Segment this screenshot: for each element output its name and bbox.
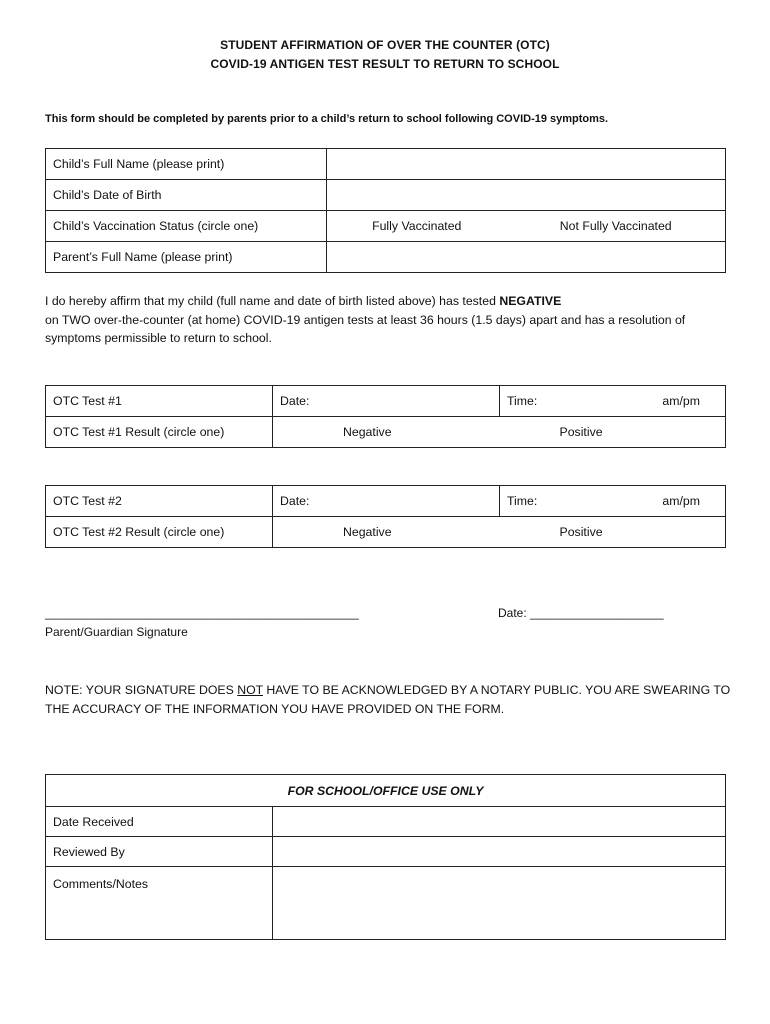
affirmation-part1: I do hereby affirm that my child (full name and date of birth listed above) has tested xyxy=(45,294,500,308)
affirmation-part2: on TWO over-the-counter (at home) COVID-19 antigen tests at least 36 hours (1.5 days) apart and has a resolution of symptoms permissible to return to school. xyxy=(45,312,686,345)
signature-line[interactable]: _______________________________________________ xyxy=(45,606,359,620)
child-info-table xyxy=(45,148,726,273)
test2-date-field[interactable] xyxy=(273,486,500,517)
test2-time-field[interactable] xyxy=(500,486,726,517)
date-received-field[interactable] xyxy=(273,807,726,837)
child-dob-field[interactable] xyxy=(327,180,726,211)
table-row xyxy=(46,486,726,517)
affirmation-text xyxy=(45,292,725,348)
not-fully-vaccinated-option[interactable]: Not Fully Vaccinated xyxy=(506,211,725,242)
note-not-underlined: NOT xyxy=(237,683,263,697)
test1-date-label: Date: xyxy=(280,394,310,408)
test1-label: OTC Test #1 xyxy=(46,386,273,417)
test1-positive-option[interactable]: Positive xyxy=(500,417,726,448)
test1-result-label: OTC Test #1 Result (circle one) xyxy=(46,417,273,448)
office-use-header: FOR SCHOOL/OFFICE USE ONLY xyxy=(46,775,726,807)
table-row xyxy=(46,149,726,180)
parent-name-field[interactable] xyxy=(327,242,726,273)
child-name-field[interactable] xyxy=(327,149,726,180)
office-use-table xyxy=(45,774,726,940)
test2-ampm: am/pm xyxy=(662,494,700,508)
table-row xyxy=(46,867,726,940)
comments-field[interactable] xyxy=(273,867,726,940)
fully-vaccinated-option[interactable]: Fully Vaccinated xyxy=(327,211,507,242)
table-row xyxy=(46,807,726,837)
vaccination-label: Child’s Vaccination Status (circle one) xyxy=(46,211,327,242)
form-title-line2: COVID-19 ANTIGEN TEST RESULT TO RETURN TO SCHOOL xyxy=(210,57,560,71)
signature-date[interactable]: Date: ____________________ xyxy=(498,606,664,620)
child-dob-label: Child’s Date of Birth xyxy=(46,180,327,211)
test1-time-label: Time: xyxy=(507,394,538,408)
test2-label: OTC Test #2 xyxy=(46,486,273,517)
table-row xyxy=(46,211,726,242)
parent-name-label: Parent’s Full Name (please print) xyxy=(46,242,327,273)
form-title-line1: STUDENT AFFIRMATION OF OVER THE COUNTER (OTC) xyxy=(220,38,550,52)
test1-date-field[interactable] xyxy=(273,386,500,417)
child-name-label: Child’s Full Name (please print) xyxy=(46,149,327,180)
table-row xyxy=(46,386,726,417)
table-row xyxy=(46,242,726,273)
test2-positive-option[interactable]: Positive xyxy=(500,517,726,548)
otc-test-2-table xyxy=(45,485,726,548)
test2-negative-option[interactable]: Negative xyxy=(273,517,500,548)
test2-date-label: Date: xyxy=(280,494,310,508)
comments-label: Comments/Notes xyxy=(46,867,273,940)
test2-time-label: Time: xyxy=(507,494,538,508)
table-row xyxy=(46,417,726,448)
test1-time-field[interactable] xyxy=(500,386,726,417)
notary-note xyxy=(45,681,735,719)
test2-result-label: OTC Test #2 Result (circle one) xyxy=(46,517,273,548)
date-received-label: Date Received xyxy=(46,807,273,837)
note-part2: HAVE TO BE ACKNOWLEDGED BY A NOTARY PUBLIC. YOU ARE SWEARING TO THE ACCURACY OF THE INFORMATION YOU HAVE PROVIDED ON THE FORM. xyxy=(45,683,731,716)
note-part1: NOTE: YOUR SIGNATURE DOES xyxy=(45,683,238,697)
signature-label: Parent/Guardian Signature xyxy=(45,625,188,639)
reviewed-by-label: Reviewed By xyxy=(46,837,273,867)
intro-text: This form should be completed by parents prior to a child’s return to school following COVID-19 symptoms. xyxy=(45,113,609,125)
otc-test-1-table xyxy=(45,385,726,448)
table-row xyxy=(46,180,726,211)
table-row xyxy=(46,775,726,807)
test1-negative-option[interactable]: Negative xyxy=(273,417,500,448)
reviewed-by-field[interactable] xyxy=(273,837,726,867)
table-row xyxy=(46,837,726,867)
test1-ampm: am/pm xyxy=(662,394,700,408)
affirmation-negative: NEGATIVE xyxy=(499,294,562,308)
table-row xyxy=(46,517,726,548)
